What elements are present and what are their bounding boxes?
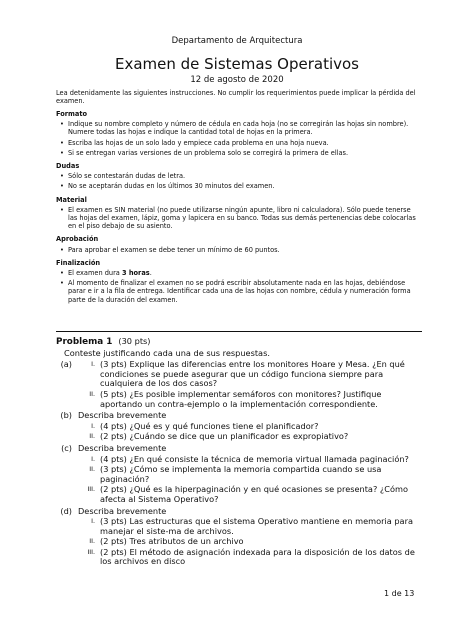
problem-points: (30 pts) (118, 336, 151, 346)
duration-prefix: El examen dura (68, 269, 122, 278)
sub-number: II. (89, 432, 95, 441)
finalizacion-heading: Finalización (56, 258, 101, 267)
material-heading: Material (56, 195, 87, 204)
list-item (68, 269, 422, 277)
list-item: • Al momento de finalizar el examen no se podrá escribir absolutamente nada en las hojas, debiéndose parar e ir a la fila de entrega. Identificar cada una de las hojas con nombre, cédula y numeración forma parte de la duración del examen. (68, 279, 422, 304)
aprobacion-list (56, 246, 422, 254)
problem-description: Conteste justificando cada una de sus respuestas. (64, 347, 270, 358)
sub-item (78, 517, 422, 536)
problem-header (56, 337, 422, 348)
list-item: • Para aprobar el examen se debe tener un mínimo de 60 puntos. (68, 246, 422, 254)
sub-question: (2 pts) ¿Cuándo se dice que un planificador es expropiativo? (100, 431, 349, 442)
sub-number: I. (91, 360, 95, 369)
sub-number: II. (89, 537, 95, 546)
part-label: Describa brevemente (78, 505, 167, 516)
exam-date: 12 de agosto de 2020 (190, 75, 284, 85)
part-a-row (56, 360, 422, 389)
sub-question: (2 pts) ¿Qué es la hiperpaginación y en qué ocasiones se presenta? ¿Cómo afecta al Sistema Operativo? (100, 484, 408, 504)
part-b (56, 411, 422, 442)
sub-question: (3 pts) Explique las diferencias entre los monitores Hoare y Mesa. ¿En qué condiciones se puede asegurar que un código funciona siempre para cualquiera de los dos casos? (100, 359, 405, 389)
sub-question: (4 pts) ¿Qué es y qué funciones tiene el planificador? (100, 420, 319, 431)
instructions (56, 110, 422, 306)
dudas-list (56, 172, 422, 190)
sub-number: III. (87, 485, 95, 494)
list-item: • Sólo se contestarán dudas de letra. (68, 172, 422, 180)
material-list (56, 206, 422, 231)
sub-number: I. (91, 517, 95, 526)
formato-list (56, 120, 422, 157)
sub-item (78, 485, 422, 504)
section-divider (56, 331, 422, 332)
part-letter: (b) (60, 410, 72, 421)
list-item: • Si se entregan varias versiones de un problema solo se corregirá la primera de ellas. (68, 149, 422, 157)
part-d-row (56, 507, 422, 517)
sub-question: (4 pts) ¿En qué consiste la técnica de memoria virtual llamada paginación? (100, 453, 409, 464)
problem-1 (56, 337, 422, 567)
sub-item (78, 465, 422, 484)
exam-title: Examen de Sistemas Operativos (114, 55, 359, 73)
sub-item (78, 455, 422, 465)
sub-question: (2 pts) Tres atributos de un archivo (100, 536, 244, 547)
duration-suffix: . (149, 269, 152, 278)
page-number: 1 de 13 (384, 589, 415, 598)
sub-question: (3 pts) Las estructuras que el sistema Operativo mantiene en memoria para manejar el siste-ma de archivos. (100, 516, 413, 536)
part-label: Describa brevemente (78, 410, 167, 421)
instructions-intro: Lea detenidamente las siguientes instrucciones. No cumplir los requerimientos puede implicar la pérdida del examen. (56, 89, 416, 105)
problem-title: Problema 1 (56, 337, 113, 347)
list-item: • Escriba las hojas de un solo lado y empiece cada problema en una hoja nueva. (68, 139, 422, 147)
dudas-heading: Dudas (56, 162, 80, 171)
sub-number: II. (89, 465, 95, 474)
part-label: Describa brevemente (78, 442, 167, 453)
department-name: Departamento de Arquitectura (171, 36, 303, 46)
sub-number: I. (91, 454, 95, 463)
part-a (56, 360, 422, 409)
list-item: • No se aceptarán dudas en los últimos 30 minutos del examen. (68, 182, 422, 190)
list-item: • Indique su nombre completo y número de cédula en cada hoja (no se corregirán las hojas sin nombre). Numere todas las hojas e indique la cantidad total de hojas en la primera. (68, 120, 422, 136)
sub-question: (2 pts) El método de asignación indexada para la disposición de los datos de los archivos en disco (100, 546, 415, 567)
aprobacion-heading: Aprobación (56, 235, 99, 244)
sub-item (78, 548, 422, 567)
part-letter: (d) (60, 505, 72, 516)
sub-item (78, 432, 422, 442)
sub-number: III. (87, 547, 95, 556)
list-item: • El examen es SIN material (no puede utilizarse ningún apunte, libro ni calculadora). Sólo puede tenerse las hojas del examen, lápiz, goma y lapicera en su banco. Todas sus demás pertenencias debe colocarlas en el piso debajo de su asiento. (68, 206, 422, 231)
part-letter: (a) (60, 359, 72, 370)
sub-number: II. (89, 389, 95, 398)
sub-item (78, 537, 422, 547)
part-b-row (56, 411, 422, 421)
part-d (56, 507, 422, 568)
sub-item (78, 422, 422, 432)
sub-number: I. (91, 421, 95, 430)
part-c-row (56, 444, 422, 454)
formato-heading: Formato (56, 110, 88, 118)
finalizacion-list (56, 269, 422, 304)
part-letter: (c) (61, 442, 72, 453)
part-c (56, 444, 422, 505)
sub-question: (5 pts) ¿Es posible implementar semáforos con monitores? Justifique aportando un contra-ejemplo o la implementación correspondiente. (100, 388, 382, 409)
sub-question: (3 pts) ¿Cómo se implementa la memoria compartida cuando se usa paginación? (100, 464, 382, 484)
duration-value: 3 horas (121, 269, 150, 278)
sub-item (78, 390, 422, 409)
